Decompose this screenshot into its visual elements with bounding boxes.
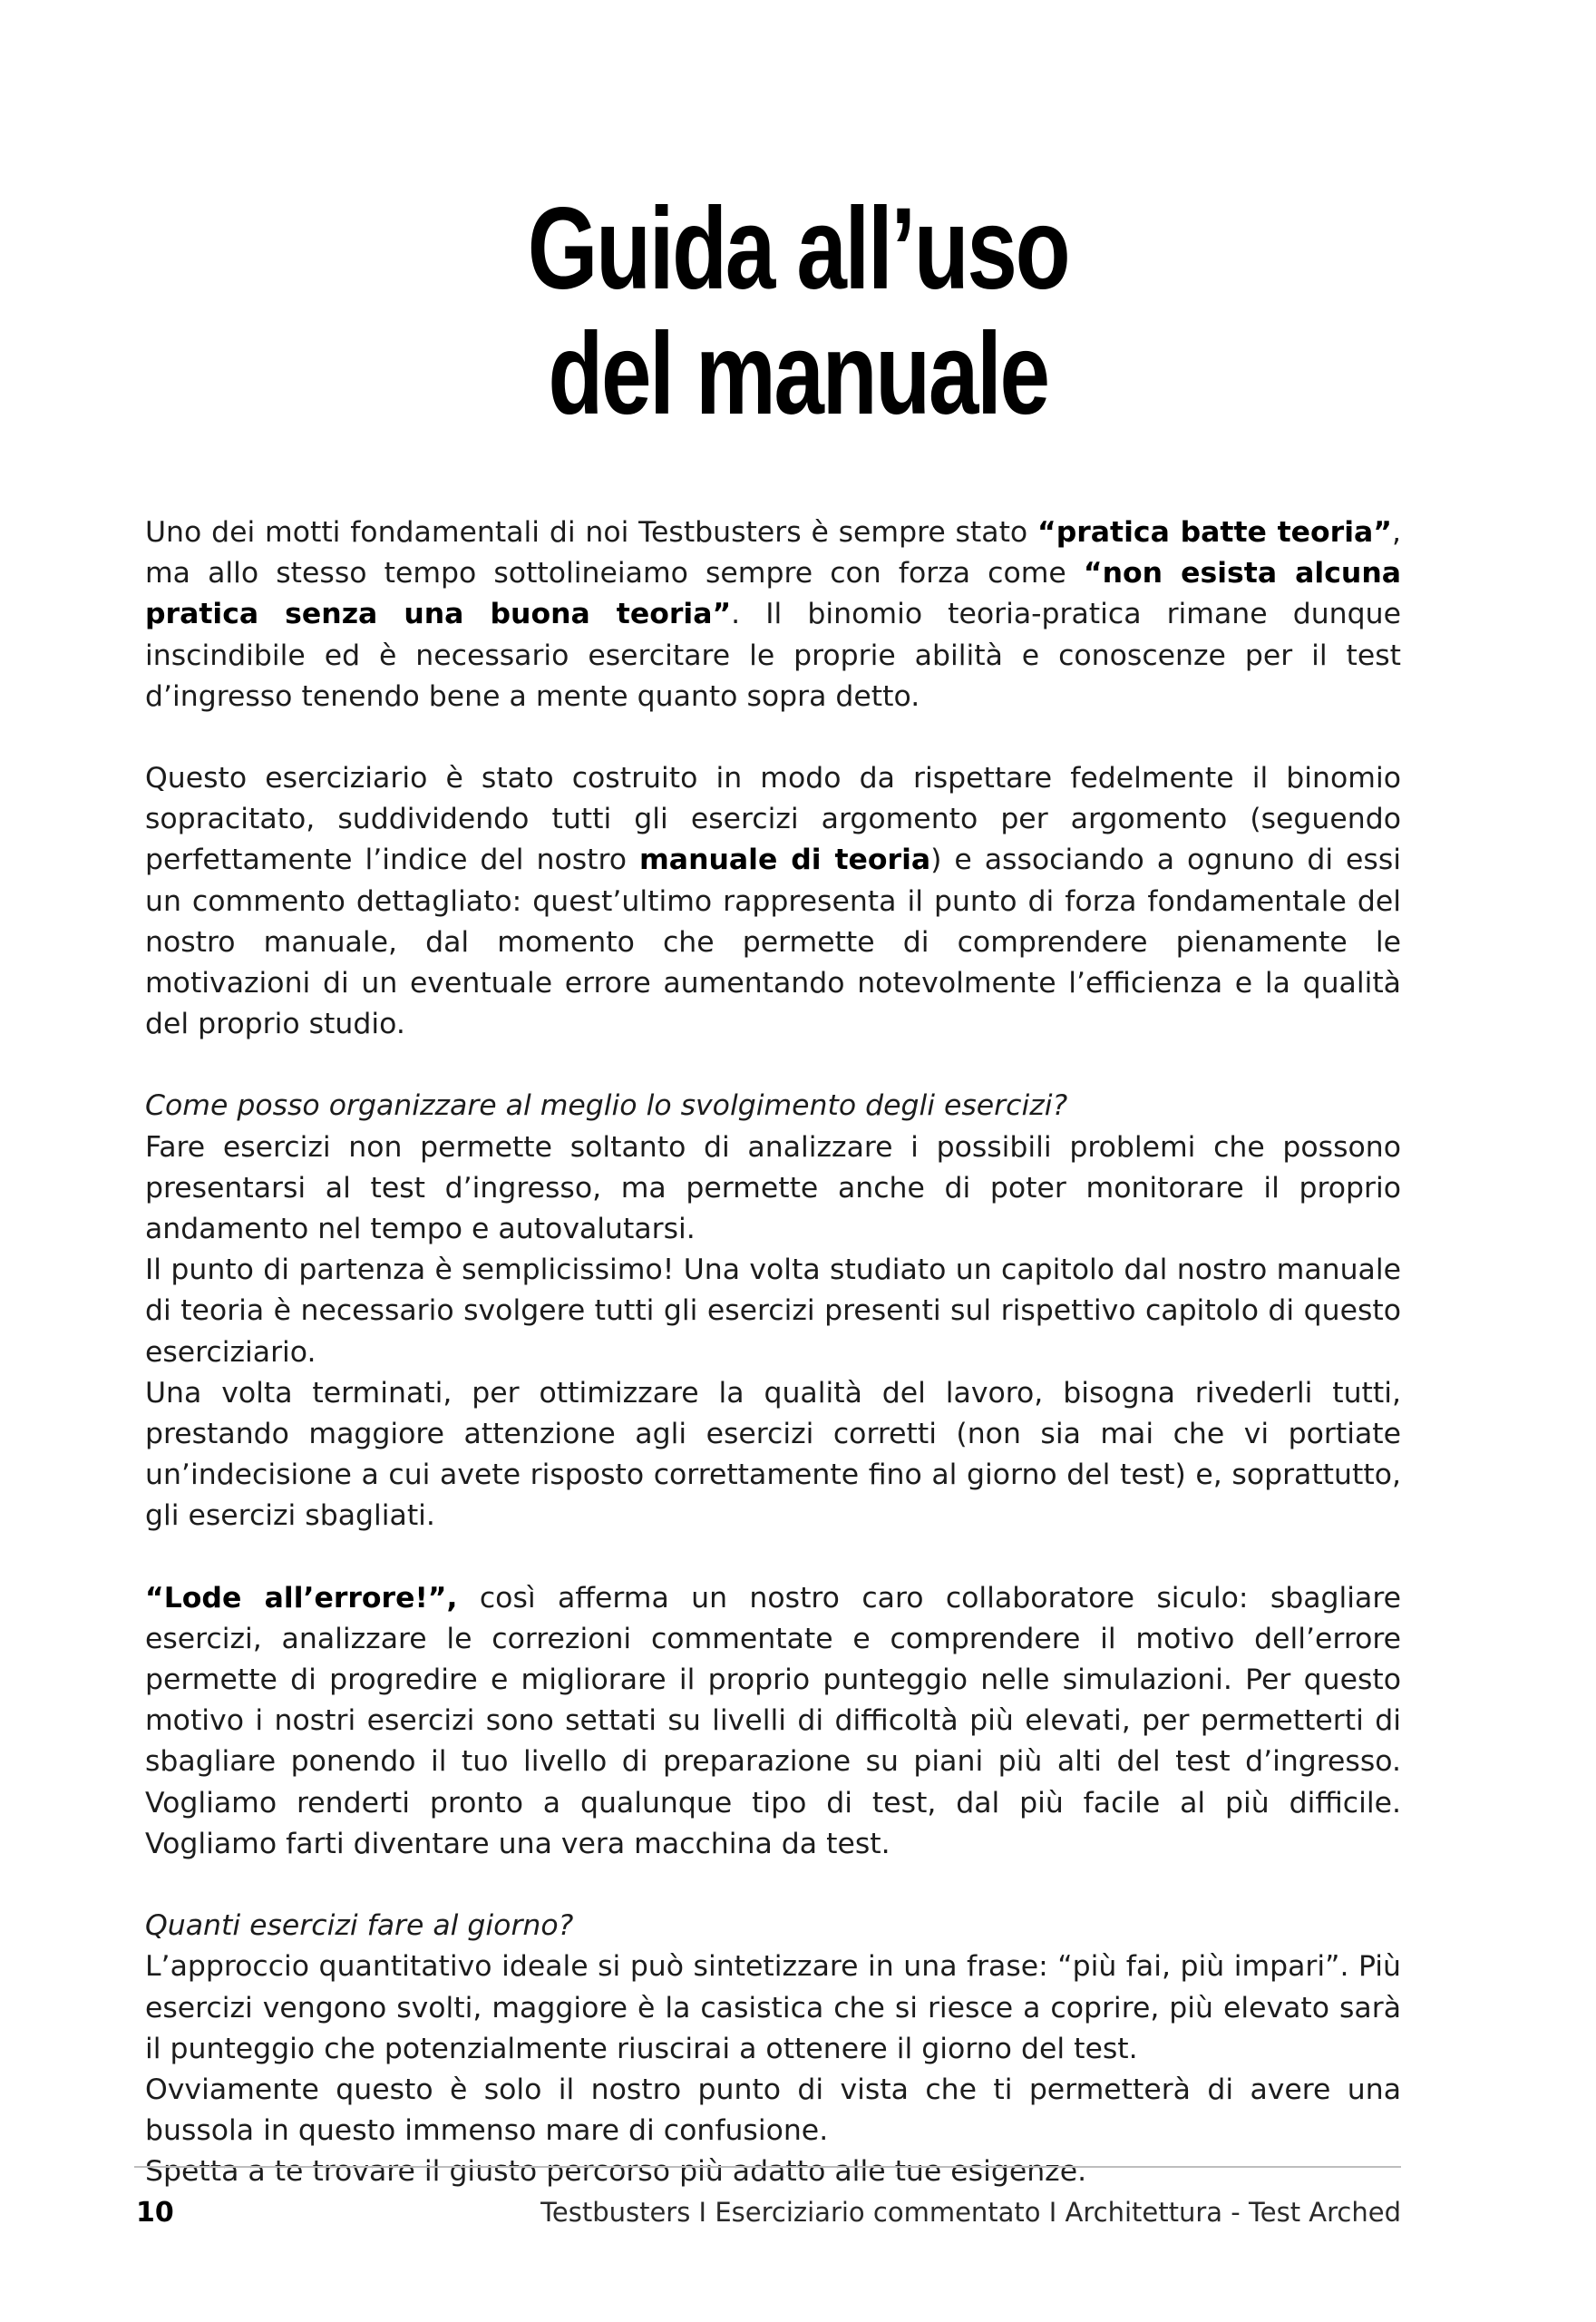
motto-buona-teoria: “non esista alcuna pratica senza una buona teoria”: [145, 557, 1402, 631]
paragraph-fare-esercizi: Fare esercizi non permette soltanto di analizzare i possibili problemi che possono presentarsi al test d’ingresso, ma permette anche di poter monitorare il proprio andamento nel tempo e autovalutarsi.: [145, 1130, 1401, 1246]
paragraph-bussola: Ovviamente questo è solo il nostro punto di vista che ti permetterà di avere una bussola in questo immenso mare di confusione.: [145, 2073, 1401, 2148]
paragraph-eserciziario: [145, 758, 1401, 1045]
page-number: 10: [136, 2197, 174, 2229]
page-title: [176, 183, 1421, 439]
question-esercizi-al-giorno: [145, 1906, 1401, 1946]
page-title-line-2: del manuale: [548, 308, 1048, 439]
question-organizzazione: [145, 1086, 1401, 1127]
paragraph-intro-text-2: , ma allo stesso tempo sottolineiamo sempre con forza come: [145, 516, 1401, 590]
motto-pratica-batte-teoria: “pratica batte teoria”: [1037, 516, 1392, 549]
page-title-line-1: Guida all’uso: [527, 183, 1069, 314]
paragraph-intro-text-1: Uno dei motti fondamentali di noi Testbusters è sempre stato: [145, 516, 1038, 549]
paragraph-lode-errore-text: così afferma un nostro caro collaboratore siculo: sbagliare esercizi, analizzare le correzioni commentate e comprendere il motivo dell’errore permette di progredire e migliorare il proprio punteggio nelle simulazioni. Per questo motivo i nostri esercizi sono settati su livelli di difficoltà più elevati, per permetterti di sbagliare ponendo il tuo livello di preparazione su piani più alti del test d’ingresso. Vogliamo renderti pronto a qualunque tipo di test, dal più facile al più difficile. Vogliamo farti diventare una vera macchina da test.: [145, 1581, 1401, 1860]
running-footer-title: Testbusters I Eserciziario commentato I Architettura - Test Arched: [540, 2197, 1401, 2228]
question-organizzazione-text: Come posso organizzare al meglio lo svolgimento degli esercizi?: [145, 1089, 1068, 1123]
paragraph-eserciziario-text-1: Questo eserciziario è stato costruito in modo da rispettare fedelmente il binomio sopracitato, suddividendo tutti gli esercizi argomento per argomento (seguendo perfettamente l’indice del nostro: [145, 762, 1401, 877]
body-text: [145, 512, 1401, 2193]
paragraph-intro: [145, 512, 1401, 717]
paragraph-intro-text-3: . Il binomio teoria-pratica rimane dunque inscindibile ed è necessario esercitare le proprie abilità e conoscenze per il test d’ingresso tenendo bene a mente quanto sopra detto.: [145, 598, 1401, 713]
paragraph-percorso: Spetta a te trovare il giusto percorso più adatto alle tue esigenze.: [145, 2155, 1087, 2189]
paragraph-lode-errore: [145, 1578, 1401, 1865]
question-esercizi-al-giorno-text: Quanti esercizi fare al giorno?: [145, 1909, 574, 1943]
paragraph-punto-di-partenza: Il punto di partenza è semplicissimo! Una volta studiato un capitolo dal nostro manuale di teoria è necessario svolgere tutti gli esercizi presenti sul rispettivo capitolo di questo eserciziario.: [145, 1254, 1401, 1369]
paragraph-approccio-quantitativo: L’approccio quantitativo ideale si può sintetizzare in una frase: “più fai, più impari”. Più esercizi vengono svolti, maggiore è la casistica che si riesce a coprire, più elevato sarà il punteggio che potenzialmente riuscirai a ottenere il giorno del test.: [145, 1950, 1401, 2065]
manuale-di-teoria-bold: manuale di teoria: [638, 844, 931, 877]
paragraph-eserciziario-text-2: ) e associando a ognuno di essi un commento dettagliato: quest’ultimo rappresenta il punto di forza fondamentale del nostro manuale, dal momento che permette di comprendere pienamente le motivazioni di un eventuale errore aumentando notevolmente l’efficienza e la qualità del proprio studio.: [145, 844, 1402, 1041]
lode-errore-bold: “Lode all’errore!”,: [145, 1581, 458, 1615]
footer-divider: [134, 2166, 1401, 2168]
paragraph-una-volta-terminati: Una volta terminati, per ottimizzare la qualità del lavoro, bisogna rivederli tutti, prestando maggiore attenzione agli esercizi corretti (non sia mai che vi portiate un’indecisione a cui avete risposto correttamente fino al giorno del test) e, soprattutto, gli esercizi sbagliati.: [145, 1376, 1401, 1533]
